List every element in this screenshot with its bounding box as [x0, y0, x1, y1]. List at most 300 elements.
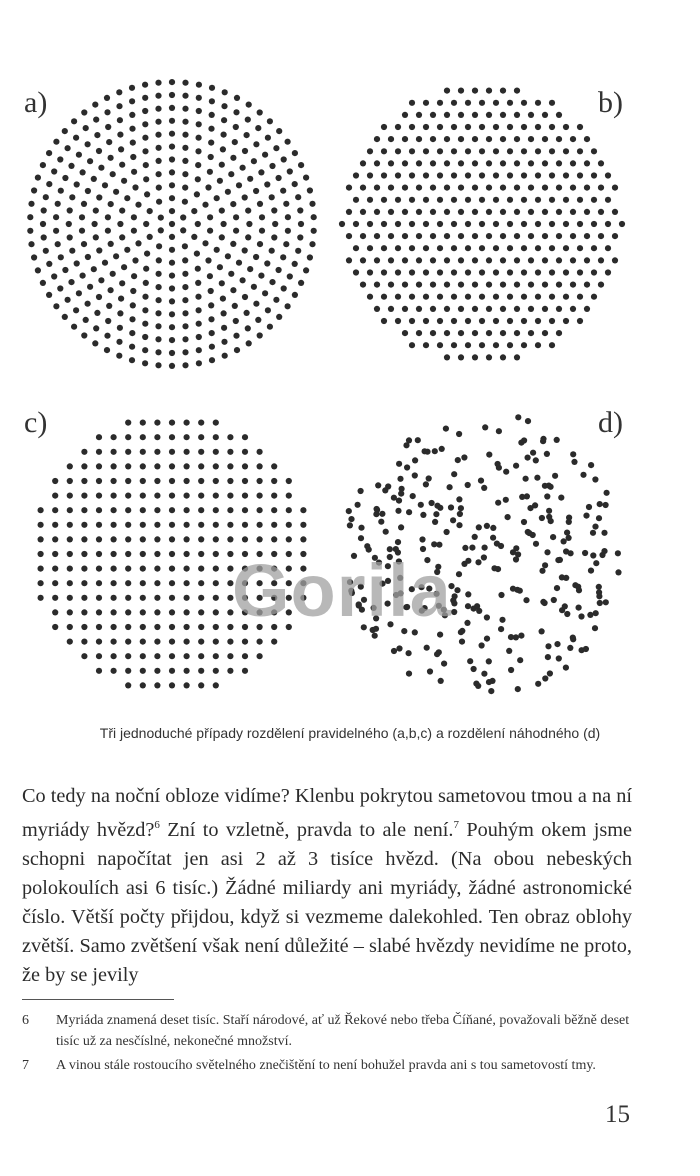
dot — [169, 118, 175, 124]
dot — [458, 88, 464, 94]
dot — [523, 597, 529, 603]
dot — [262, 152, 268, 158]
dot — [355, 502, 361, 508]
dot — [38, 595, 44, 601]
dot — [140, 420, 146, 426]
dot — [271, 478, 277, 484]
dot — [286, 478, 292, 484]
dot — [46, 292, 52, 298]
dot — [240, 165, 246, 171]
dot — [576, 605, 582, 611]
dot — [154, 609, 160, 615]
body-text-part3: Pouhým okem jsme schopni napočítat jen asi 2 až 3 tisíce hvězd. (Na obou nebeských polokoulích asi 6 tisíc.) Žádné miliardy ani myriády, žádné astronomické číslo. Větší počty přijdou, když si vezmeme dalekohled. Ten obraz oblohy zvětší. Samo zvětšení však není důležité – slabé hvězdy nevidíme ne proto, že by se jevily — [22, 818, 632, 986]
dot — [374, 185, 380, 191]
dot — [544, 549, 550, 555]
dot — [140, 624, 146, 630]
dot — [584, 136, 590, 142]
dot — [598, 282, 604, 288]
footnote-ref-7[interactable]: 7 — [453, 819, 459, 831]
dot — [125, 536, 131, 542]
dot — [92, 340, 98, 346]
dot — [242, 507, 248, 513]
dot — [542, 282, 548, 288]
dot — [169, 324, 175, 330]
dot — [549, 294, 555, 300]
dot — [62, 267, 68, 273]
dot — [117, 310, 123, 316]
dot — [495, 500, 501, 506]
dot — [169, 639, 175, 645]
dot — [233, 333, 239, 339]
dot — [437, 148, 443, 154]
dot — [155, 336, 161, 342]
dot — [38, 566, 44, 572]
dot — [409, 318, 415, 324]
dot — [475, 559, 481, 565]
dot — [169, 144, 175, 150]
dot — [513, 463, 519, 469]
dot — [521, 245, 527, 251]
dot — [92, 102, 98, 108]
dot — [208, 288, 214, 294]
dot — [479, 148, 485, 154]
dot — [265, 135, 271, 141]
dot — [535, 221, 541, 227]
dot — [546, 514, 552, 520]
dot — [348, 516, 354, 522]
dot — [479, 342, 485, 348]
dot — [542, 112, 548, 118]
dot — [542, 233, 548, 239]
dot — [184, 522, 190, 528]
dot — [184, 624, 190, 630]
dot — [591, 269, 597, 275]
dot — [568, 550, 574, 556]
dot — [121, 264, 127, 270]
dot — [612, 185, 618, 191]
dot — [125, 522, 131, 528]
dot — [67, 493, 73, 499]
dot — [81, 639, 87, 645]
dot — [465, 318, 471, 324]
dot — [182, 80, 188, 86]
dot — [213, 449, 219, 455]
dot — [528, 112, 534, 118]
dot — [257, 536, 263, 542]
dot — [535, 342, 541, 348]
dot — [578, 613, 584, 619]
dot — [213, 463, 219, 469]
dot — [111, 478, 117, 484]
dot — [507, 100, 513, 106]
dot — [451, 318, 457, 324]
dot — [184, 609, 190, 615]
dot — [111, 595, 117, 601]
dot — [500, 160, 506, 166]
dot — [96, 551, 102, 557]
dot — [402, 160, 408, 166]
dot — [191, 234, 197, 240]
dot — [489, 678, 495, 684]
dot — [498, 592, 504, 598]
dot — [423, 172, 429, 178]
dot — [412, 457, 418, 463]
dot — [544, 451, 550, 457]
dot — [55, 201, 61, 207]
dot — [182, 271, 188, 277]
dot — [434, 503, 440, 509]
dot — [472, 112, 478, 118]
dot — [424, 645, 430, 651]
dot — [598, 233, 604, 239]
dot — [584, 209, 590, 215]
dot — [142, 294, 148, 300]
dot — [542, 209, 548, 215]
dot — [507, 221, 513, 227]
dot — [227, 493, 233, 499]
dot — [52, 580, 58, 586]
dot — [300, 522, 306, 528]
dot — [347, 522, 353, 528]
dot — [156, 185, 162, 191]
dot — [598, 209, 604, 215]
dot — [140, 639, 146, 645]
dot — [451, 221, 457, 227]
dot — [346, 508, 352, 514]
dot — [535, 197, 541, 203]
page-number: 15 — [605, 1101, 630, 1128]
dot — [577, 172, 583, 178]
dot — [542, 675, 548, 681]
dot — [265, 307, 271, 313]
dot — [91, 266, 97, 272]
dot — [451, 342, 457, 348]
dot — [300, 507, 306, 513]
dot — [221, 132, 227, 138]
dot — [73, 135, 79, 141]
dot — [52, 493, 58, 499]
dot — [542, 185, 548, 191]
dot — [79, 228, 85, 234]
dot — [493, 342, 499, 348]
dot — [81, 332, 87, 338]
dot — [353, 197, 359, 203]
dot — [472, 257, 478, 263]
dot — [111, 639, 117, 645]
dot — [255, 125, 261, 131]
footnote-text: A vinou stále rostoucího světelného znečištění to není bohužel pravda ani s tou sametovostí tmy. — [56, 1058, 596, 1073]
dot — [549, 245, 555, 251]
body-text-part2: Zní to vzletně, pravda to ale není. — [159, 818, 454, 841]
dot — [116, 89, 122, 95]
dot — [397, 476, 403, 482]
dot — [374, 209, 380, 215]
dot — [234, 95, 240, 101]
dot — [108, 155, 114, 161]
dot — [55, 241, 61, 247]
dot — [430, 282, 436, 288]
dot — [140, 493, 146, 499]
dot — [208, 316, 214, 322]
dot — [534, 475, 540, 481]
dot — [542, 257, 548, 263]
dot — [465, 221, 471, 227]
dot — [108, 287, 114, 293]
dot — [221, 117, 227, 123]
dot — [528, 209, 534, 215]
dot — [430, 306, 436, 312]
dot — [81, 580, 87, 586]
dot — [526, 530, 532, 536]
dot — [221, 310, 227, 316]
dot — [456, 522, 462, 528]
dot — [221, 103, 227, 109]
dot — [140, 463, 146, 469]
dot — [588, 568, 594, 574]
dot — [598, 185, 604, 191]
dot — [40, 221, 46, 227]
dot — [563, 245, 569, 251]
dot — [458, 257, 464, 263]
dot — [198, 536, 204, 542]
dot — [131, 214, 137, 220]
dot — [604, 490, 610, 496]
dot — [367, 245, 373, 251]
dot — [423, 245, 429, 251]
dot — [213, 522, 219, 528]
dot — [213, 595, 219, 601]
dot — [528, 160, 534, 166]
dot — [81, 463, 87, 469]
dot — [85, 301, 91, 307]
dot — [125, 463, 131, 469]
dot — [53, 214, 59, 220]
dot — [52, 551, 58, 557]
dot — [125, 653, 131, 659]
dot — [169, 507, 175, 513]
dot — [143, 162, 149, 168]
dot — [563, 197, 569, 203]
dot — [549, 172, 555, 178]
dot — [52, 536, 58, 542]
dot — [52, 566, 58, 572]
dot — [549, 318, 555, 324]
dot — [451, 600, 457, 606]
dot — [57, 285, 63, 291]
dot — [515, 686, 521, 692]
dot — [423, 342, 429, 348]
dot — [406, 671, 412, 677]
dot — [135, 240, 141, 246]
dot — [53, 228, 59, 234]
dot — [598, 160, 604, 166]
dot — [182, 284, 188, 290]
dot — [490, 535, 496, 541]
dot — [570, 233, 576, 239]
dot — [41, 234, 47, 240]
dot — [269, 194, 275, 200]
dot — [154, 580, 160, 586]
dot — [416, 233, 422, 239]
dot — [81, 595, 87, 601]
dot — [242, 449, 248, 455]
dot — [213, 551, 219, 557]
dot — [409, 124, 415, 130]
dot — [556, 160, 562, 166]
panel-label-a: a) — [24, 86, 48, 119]
dot — [346, 185, 352, 191]
dot — [227, 668, 233, 674]
dot — [116, 353, 122, 359]
dot — [554, 641, 560, 647]
dot — [142, 307, 148, 313]
dot — [81, 609, 87, 615]
dot — [205, 257, 211, 263]
dot — [169, 221, 175, 227]
dot — [125, 420, 131, 426]
dot — [111, 434, 117, 440]
dot — [403, 442, 409, 448]
dot — [456, 431, 462, 437]
dot — [605, 245, 611, 251]
dot — [38, 536, 44, 542]
dot — [195, 176, 201, 182]
dot — [381, 148, 387, 154]
dot — [222, 353, 228, 359]
dot — [395, 269, 401, 275]
dot — [444, 282, 450, 288]
dot — [456, 571, 462, 577]
dot — [584, 160, 590, 166]
dot — [451, 197, 457, 203]
panel-label-c: c) — [24, 406, 48, 439]
dot — [464, 620, 470, 626]
dot — [184, 682, 190, 688]
dot — [388, 136, 394, 142]
dot — [493, 100, 499, 106]
dot — [46, 181, 52, 187]
dot — [227, 536, 233, 542]
dot — [402, 209, 408, 215]
dot — [155, 132, 161, 138]
dot — [58, 188, 64, 194]
dot — [577, 124, 583, 130]
dot — [81, 478, 87, 484]
dot — [233, 124, 239, 130]
dot — [374, 257, 380, 263]
dot — [482, 545, 488, 551]
dot — [169, 298, 175, 304]
dot — [459, 628, 465, 634]
dot — [169, 551, 175, 557]
dot — [402, 306, 408, 312]
dot — [105, 124, 111, 130]
dot — [551, 597, 557, 603]
dot — [98, 165, 104, 171]
dot — [230, 287, 236, 293]
dot — [554, 585, 560, 591]
dot — [247, 176, 253, 182]
dot — [588, 462, 594, 468]
dot — [184, 507, 190, 513]
dot — [105, 214, 111, 220]
dot — [155, 106, 161, 112]
dot — [219, 280, 225, 286]
dot — [195, 162, 201, 168]
dot — [195, 221, 201, 227]
dot — [566, 535, 572, 541]
dot — [559, 574, 565, 580]
dot — [409, 172, 415, 178]
dot — [83, 317, 89, 323]
dot — [110, 271, 116, 277]
dot — [592, 476, 598, 482]
dot — [465, 342, 471, 348]
dot — [242, 463, 248, 469]
dot — [182, 145, 188, 151]
dot — [486, 452, 492, 458]
dot — [465, 148, 471, 154]
dot — [255, 317, 261, 323]
dot — [528, 136, 534, 142]
dot — [130, 288, 136, 294]
dot — [242, 668, 248, 674]
dot — [430, 257, 436, 263]
dot — [129, 316, 135, 322]
dot — [198, 609, 204, 615]
dot — [143, 280, 149, 286]
dot — [140, 551, 146, 557]
dot — [458, 136, 464, 142]
dot — [67, 463, 73, 469]
dot — [125, 609, 131, 615]
dot — [140, 566, 146, 572]
dot — [93, 117, 99, 123]
footnote-ref-6[interactable]: 6 — [154, 819, 160, 831]
dot — [577, 148, 583, 154]
dot — [563, 124, 569, 130]
dot — [213, 478, 219, 484]
dot — [514, 330, 520, 336]
dot — [472, 330, 478, 336]
dot — [525, 418, 531, 424]
dot — [563, 221, 569, 227]
dot — [196, 121, 202, 127]
dot — [395, 221, 401, 227]
dot — [596, 584, 602, 590]
dot — [517, 588, 523, 594]
dot — [143, 221, 149, 227]
dot — [402, 257, 408, 263]
dot — [486, 282, 492, 288]
dot — [409, 197, 415, 203]
dot — [257, 109, 263, 115]
dot — [79, 214, 85, 220]
dot — [486, 209, 492, 215]
dot — [592, 625, 598, 631]
dot — [93, 208, 99, 214]
dot — [117, 221, 123, 227]
body-text-part1: Co tedy na noční obloze vidíme? Klenbu pokrytou sametovou tmou a na ní myriády hvězd? — [22, 785, 632, 841]
dot — [556, 209, 562, 215]
dot — [205, 184, 211, 190]
dot — [596, 589, 602, 595]
dot — [129, 357, 135, 363]
dot — [564, 611, 570, 617]
dot — [558, 495, 564, 501]
dot — [603, 599, 609, 605]
dot — [131, 273, 137, 279]
